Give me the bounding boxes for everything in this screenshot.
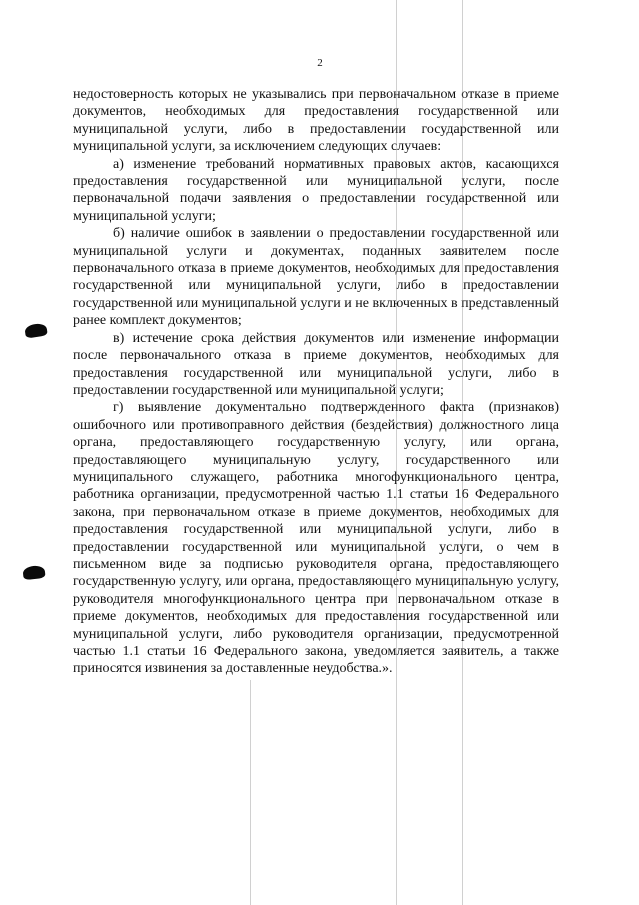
paragraph-continuation: недостоверность которых не указывались при первоначальном отказе в приеме документов, необходимых для предоставления государственной или муниципальной услуги, либо в предоставлении государственной или муниципальной услуги, за исключением следующих случаев: <box>73 87 559 155</box>
paragraph-item-v: в) истечение срока действия документов или изменение информации после первоначального отказа в приеме документов, необходимых для предоставления государственной или муниципальной услуги, либо в предоставлении государственной или муниципальной услуги; <box>73 330 559 398</box>
scan-noise-line <box>250 680 251 905</box>
punch-hole-mark <box>22 565 45 580</box>
paragraph-item-a: а) изменение требований нормативных правовых актов, касающихся предоставления государственной или муниципальной услуги, после первоначальной подачи заявления о предоставлении государственной или муниципальной услуги; <box>73 156 559 224</box>
scan-noise-line <box>462 0 463 905</box>
scan-noise-line <box>396 0 397 905</box>
paragraph-item-b: б) наличие ошибок в заявлении о предоставлении государственной или муниципальной услуги и документах, поданных заявителем после первоначального отказа в приеме документов, необходимых для предоставления государственной или муниципальной услуги, либо в предоставлении государственной или муниципальной услуги и не включенных в представленный ранее комплект документов; <box>73 226 559 329</box>
page-number: 2 <box>317 57 323 69</box>
punch-hole-mark <box>24 323 48 339</box>
document-body <box>73 86 559 678</box>
paragraph-item-g: г) выявление документально подтвержденного факта (признаков) ошибочного или противоправного действия (бездействия) должностного лица органа, предоставляющего государственную услугу, или органа, предоставляющего муниципальную услугу, государственного или муниципального служащего, работника многофункционального центра, работника организации, предусмотренной частью 1.1 статьи 16 Федерального закона, при первоначальном отказе в приеме документов, необходимых для предоставления государственной или муниципальной услуги, либо в предоставлении государственной или муниципальной услуги, о чем в письменном виде за подписью руководителя органа, предоставляющего государственную услугу, или органа, предоставляющего муниципальную услугу, руководителя многофункционального центра при первоначальном отказе в приеме документов, необходимых для предоставления государственной или муниципальной услуги, либо руководителя организации, предусмотренной частью 1.1 статьи 16 Федерального закона, уведомляется заявитель, а также приносятся извинения за доставленные неудобства.». <box>73 400 559 677</box>
